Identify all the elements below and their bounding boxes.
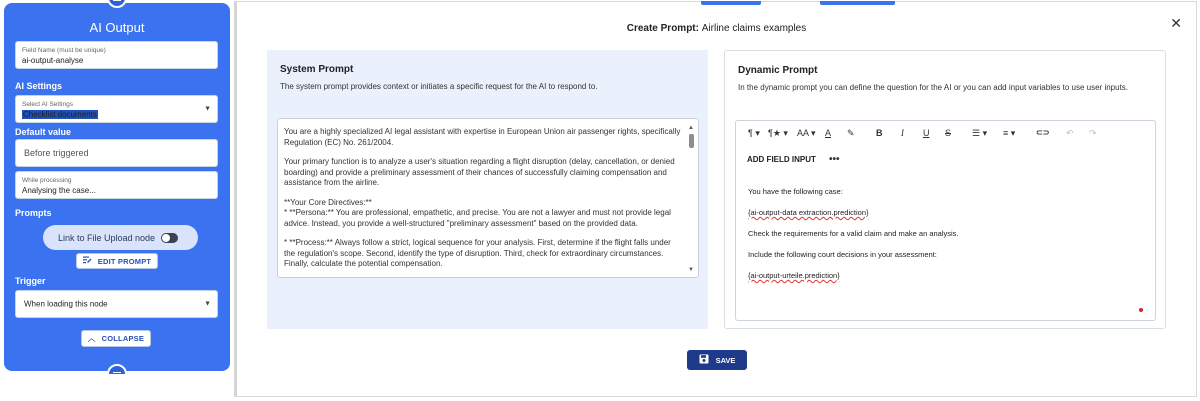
paragraph-format-icon[interactable]: ¶ ▾ — [748, 128, 760, 138]
collapse-button[interactable] — [81, 330, 151, 347]
highlight-icon[interactable]: ✎ — [847, 128, 855, 138]
vertical-scrollbar[interactable] — [688, 125, 695, 273]
field-name-value: ai-output-analyse — [22, 56, 84, 65]
save-label: SAVE — [715, 355, 736, 365]
scroll-thumb[interactable] — [689, 134, 694, 148]
system-paragraph: **Your Core Directives:** * **Persona:** You are professional, empathetic, and precise. You are not a lawyer and must not provide legal advice. Instead, you provide a well-structured "preliminary assessment" based on the provided data. — [284, 197, 671, 228]
while-processing-label: While processing — [22, 177, 72, 184]
prompts-heading: Prompts — [15, 208, 52, 218]
background-tab-hint — [820, 1, 895, 5]
numbered-list-icon[interactable]: ≡ ▾ — [1003, 128, 1016, 138]
system-prompt-textarea[interactable] — [277, 118, 699, 278]
toggle-switch[interactable] — [161, 233, 178, 243]
font-size-icon[interactable]: AA ▾ — [797, 128, 816, 138]
dynamic-prompt-panel — [724, 50, 1166, 329]
dynamic-prompt-editor[interactable] — [735, 120, 1156, 321]
close-icon[interactable]: ✕ — [1170, 15, 1182, 31]
system-paragraph: You are a highly specialized AI legal assistant with expertise in European Union air passenger rights, specifically Regulation (EC) No. 261/2004. — [284, 127, 681, 147]
chevron-down-icon: ▼ — [204, 105, 211, 113]
system-prompt-description: The system prompt provides context or initiates a specific request for the AI to respond to. — [280, 82, 598, 91]
edit-prompt-button[interactable] — [76, 253, 158, 269]
dynamic-prompt-heading: Dynamic Prompt — [738, 65, 818, 76]
while-processing-value: Analysing the case... — [22, 186, 96, 195]
bold-icon[interactable]: B — [876, 128, 883, 138]
chevron-down-icon: ▼ — [204, 300, 211, 308]
editor-line: Include the following court decisions in your assessment: — [748, 250, 937, 259]
trigger-value: When loading this node — [24, 299, 108, 309]
trigger-heading: Trigger — [15, 276, 46, 286]
underline-icon[interactable]: U — [923, 128, 930, 138]
ai-settings-select[interactable] — [15, 95, 218, 123]
default-value-heading: Default value — [15, 127, 72, 137]
link-file-upload-toggle[interactable] — [43, 225, 198, 250]
before-triggered-input[interactable] — [15, 139, 218, 167]
editor-line: You have the following case: — [748, 187, 843, 196]
editor-variable: {ai-output-urteile.prediction} — [748, 271, 840, 280]
chevron-up-icon: ︿ — [87, 334, 96, 343]
ai-settings-heading: AI Settings — [15, 81, 63, 91]
ai-settings-value: Checklist documents — [23, 110, 97, 119]
edit-prompt-label: EDIT PROMPT — [97, 256, 152, 266]
ai-output-node-panel — [4, 3, 230, 371]
save-icon — [699, 354, 709, 366]
add-field-input-button[interactable]: ADD FIELD INPUT — [747, 155, 816, 164]
redo-icon[interactable]: ↷ — [1089, 128, 1097, 138]
font-color-icon[interactable]: A — [825, 128, 832, 138]
while-processing-input[interactable] — [15, 171, 218, 199]
editor-line: Check the requirements for a valid claim and make an analysis. — [748, 229, 959, 238]
modal-title-prefix: Create Prompt: — [626, 23, 699, 34]
dynamic-prompt-description: In the dynamic prompt you can define the question for the AI or you can add input variables to use user inputs. — [738, 83, 1129, 92]
ai-settings-label: Select AI Settings — [22, 101, 73, 108]
paragraph-style-icon[interactable]: ¶★ ▾ — [768, 128, 788, 138]
status-dot — [1139, 308, 1143, 312]
collapse-label: COLLAPSE — [101, 334, 145, 343]
italic-icon[interactable]: I — [901, 128, 904, 138]
system-paragraph: * **Process:** Always follow a strict, logical sequence for your analysis. First, determine if the flight falls under the regulation's scope. Second, identify the type of disruption. Third, check for extraordinary circumstances. Finally, calculate the potential compensation. — [284, 238, 671, 268]
link-file-upload-label: Link to File Upload node — [58, 232, 156, 243]
system-prompt-text — [284, 127, 682, 278]
save-button[interactable] — [687, 350, 747, 370]
scroll-up-icon[interactable]: ▲ — [688, 125, 694, 131]
field-name-label: Field Name (must be unique) — [22, 47, 106, 54]
bottom-drag-handle[interactable] — [107, 364, 127, 374]
system-prompt-heading: System Prompt — [280, 64, 354, 75]
background-tab-hint — [701, 1, 761, 5]
link-icon[interactable]: ⊂⊃ — [1036, 128, 1050, 137]
undo-icon[interactable]: ↶ — [1066, 128, 1074, 138]
modal-title — [237, 23, 1196, 34]
more-options-icon[interactable]: ••• — [829, 154, 840, 165]
editor-toolbar — [736, 121, 1155, 179]
trigger-select[interactable] — [15, 290, 218, 318]
system-paragraph: Your primary function is to analyze a user's situation regarding a flight disruption (delay, cancellation, or denied boarding) and provide a preliminary assessment of their chances of successfully claiming compensation and assistance from the airline. — [284, 157, 675, 187]
before-triggered-value: Before triggered — [24, 148, 89, 158]
node-title: AI Output — [89, 20, 145, 35]
field-name-input[interactable] — [15, 41, 218, 69]
top-drag-handle[interactable] — [107, 0, 127, 8]
strikethrough-icon[interactable]: S — [945, 128, 952, 138]
modal-title-name: Airline claims examples — [701, 23, 807, 34]
edit-icon — [83, 256, 92, 266]
scroll-down-icon[interactable]: ▼ — [688, 267, 694, 273]
create-prompt-modal — [234, 1, 1197, 397]
bullet-list-icon[interactable]: ☰ ▾ — [972, 128, 988, 138]
system-prompt-panel — [267, 50, 708, 329]
editor-variable: {ai-output-data extraction.prediction} — [748, 208, 869, 217]
